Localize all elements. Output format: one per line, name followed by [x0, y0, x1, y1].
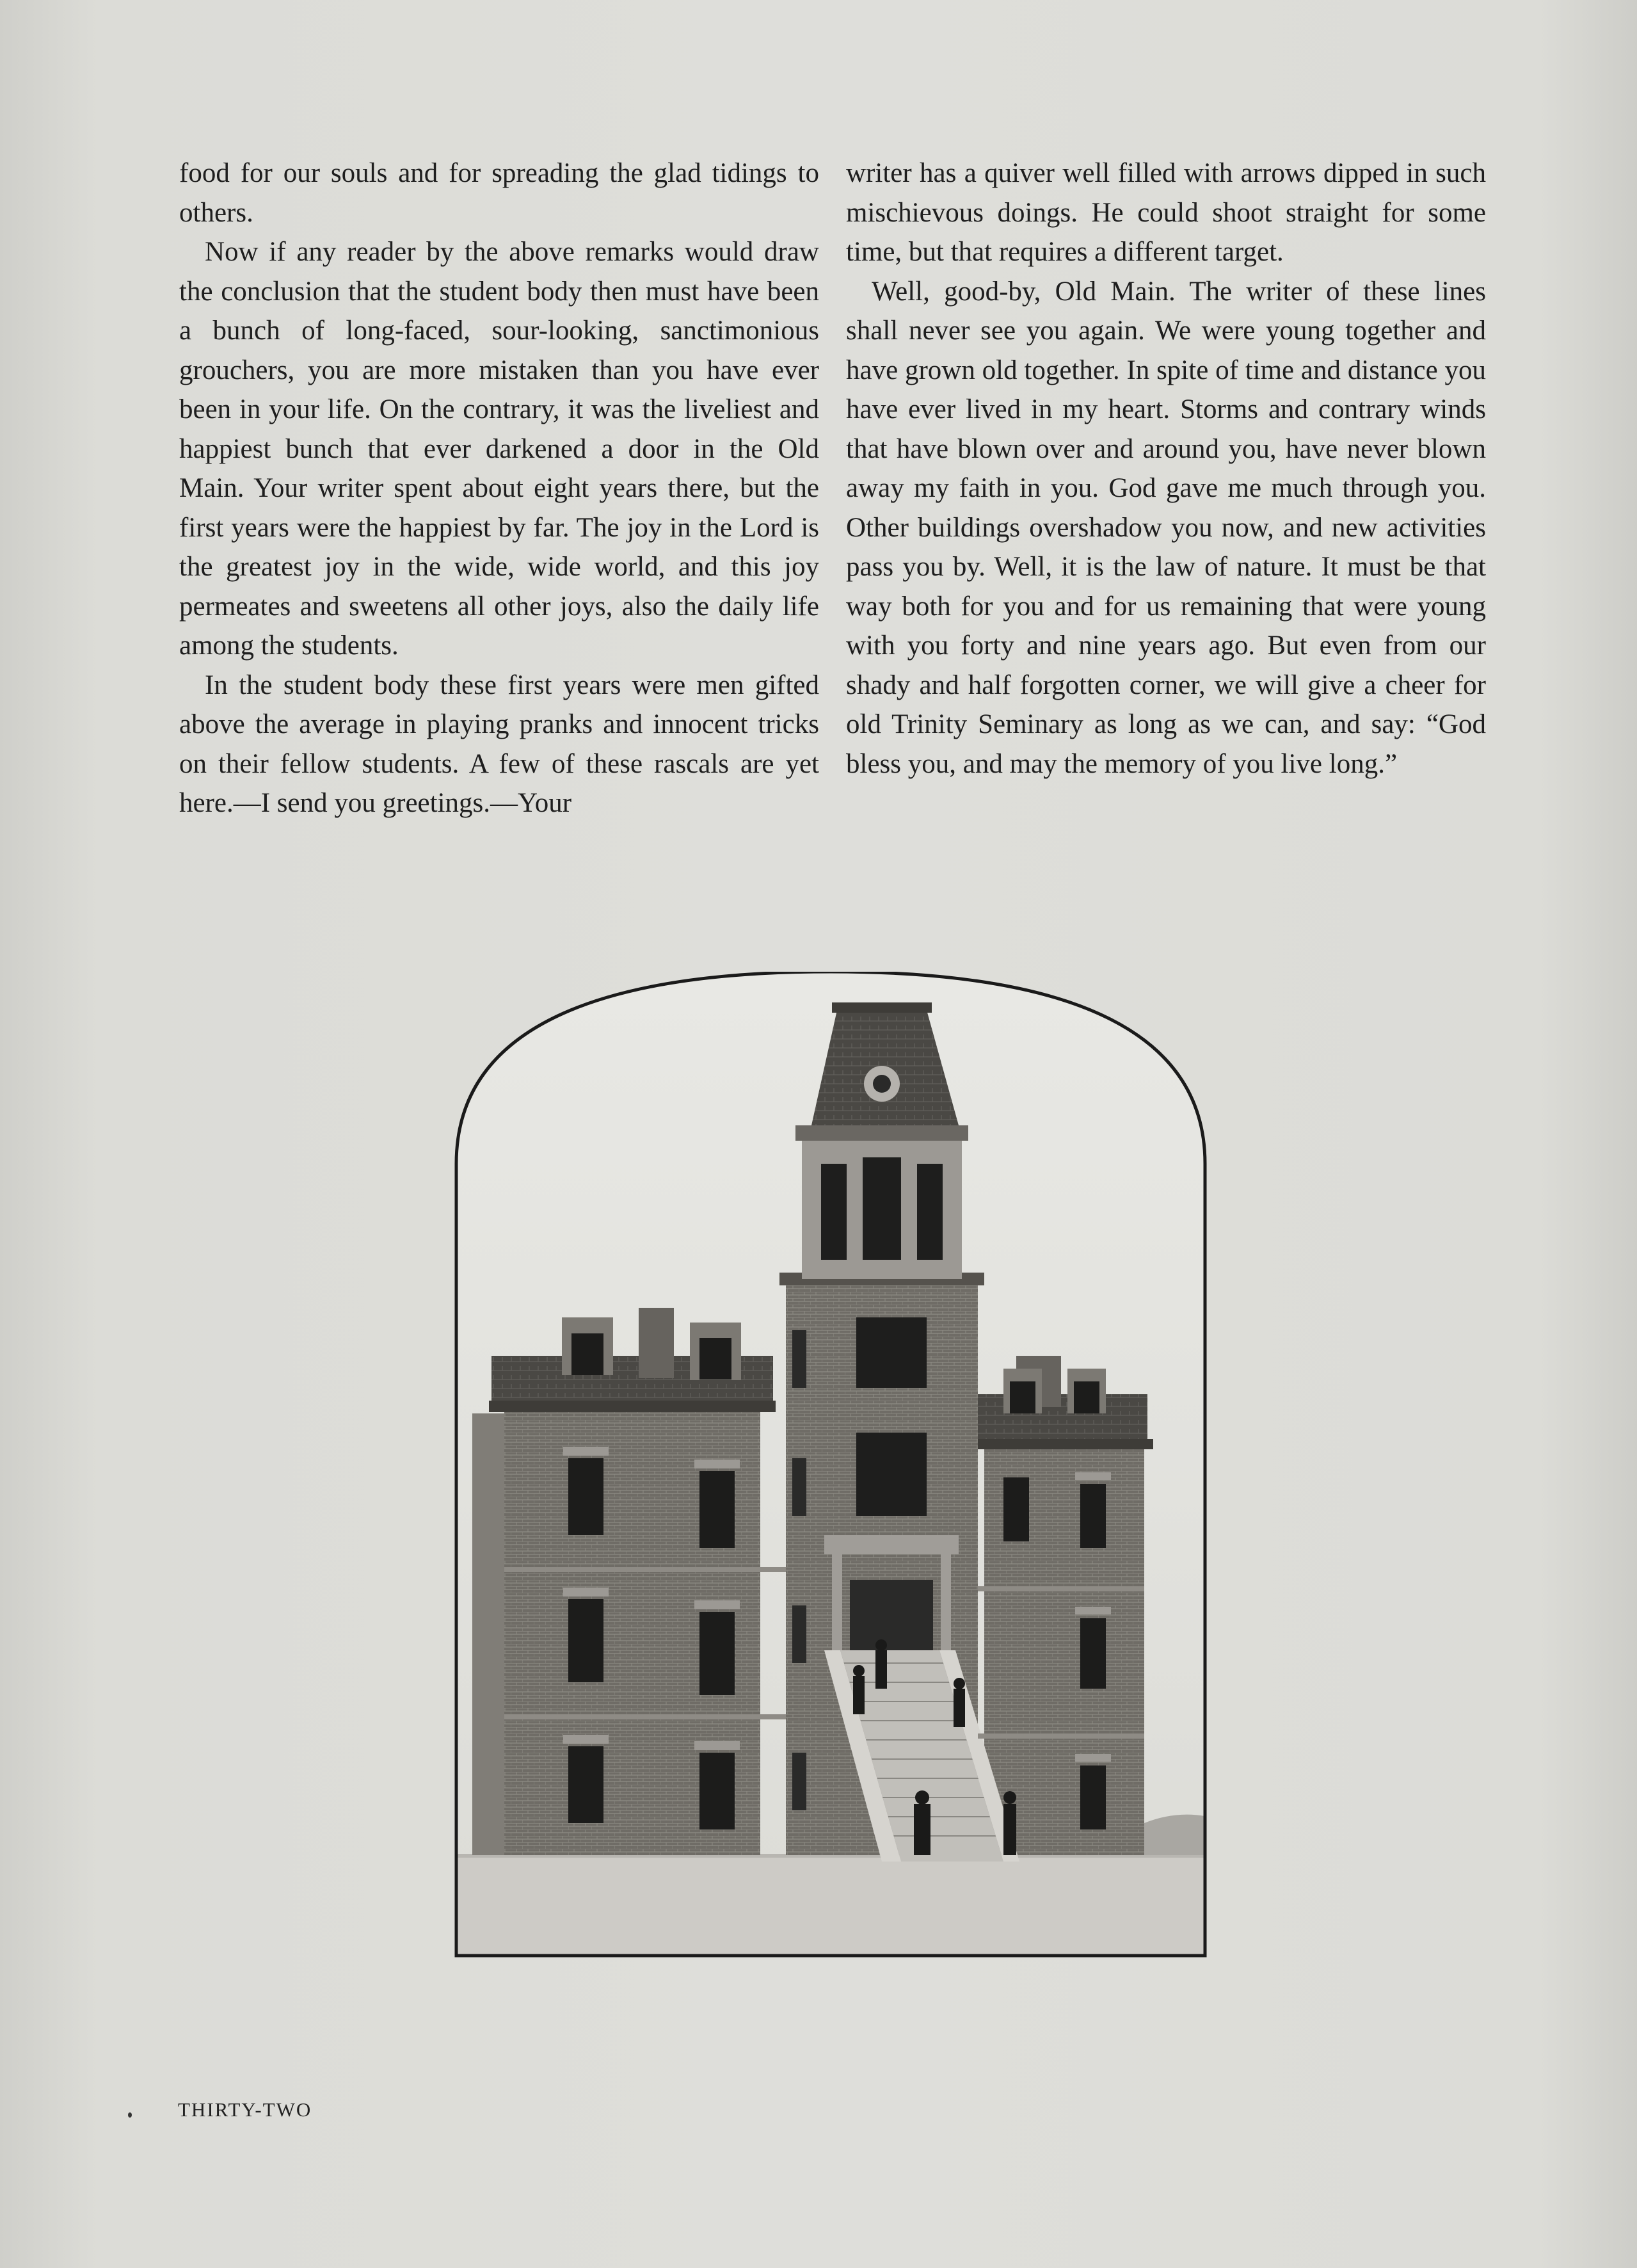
left-paragraph-3: In the student body these first years were men gifted above the average in playing pranks and innocent tricks on their fellow students. A few of these rascals are yet here.—I send you greetings.—Your: [179, 670, 819, 818]
left-text-column: [179, 154, 819, 823]
left-paragraph-1: food for our souls and for spreading the glad tidings to others.: [179, 158, 819, 228]
right-text-column: [846, 154, 1486, 784]
right-paragraph-2: Well, good-by, Old Main. The writer of these lines shall never see you again. We were young together and have grown old together. In spite of time and distance you have ever lived in my heart. Storms and contrary winds that have blown over and around you, have never blown away my faith in you. God gave me much through you. Other buildings overshadow you now, and new activities pass you by. Well, it is the law of nature. It must be that way both for you and for us remaining that were young with you forty and nine years ago. But even from our shady and half forgotten corner, we will give a cheer for old Trinity Seminary as long as we can, and say: “God bless you, and may the memory of you live long.”: [846, 276, 1486, 779]
printing-speck: [128, 2112, 132, 2118]
page-folio: THIRTY-TWO: [178, 2098, 312, 2121]
right-paragraph-1: writer has a quiver well filled with arrows dipped in such mischievous doings. He could shoot straight for some time, but that requires a different target.: [846, 158, 1486, 267]
left-paragraph-2: Now if any reader by the above remarks would draw the conclusion that the student body then must have been a bunch of long-faced, sour-looking, sanctimonious grouchers, you are more mistaken than you have ever been in your life. On the contrary, it was the liveliest and happiest bunch that ever darkened a door in the Old Main. Your writer spent about eight years there, but the first years were the happiest by far. The joy in the Lord is the greatest joy in the wide, wide world, and this joy permeates and sweetens all other joys, also the daily life among the students.: [179, 237, 819, 661]
old-main-building-photo-icon: [453, 972, 1208, 1958]
arched-photograph: [453, 972, 1208, 1958]
